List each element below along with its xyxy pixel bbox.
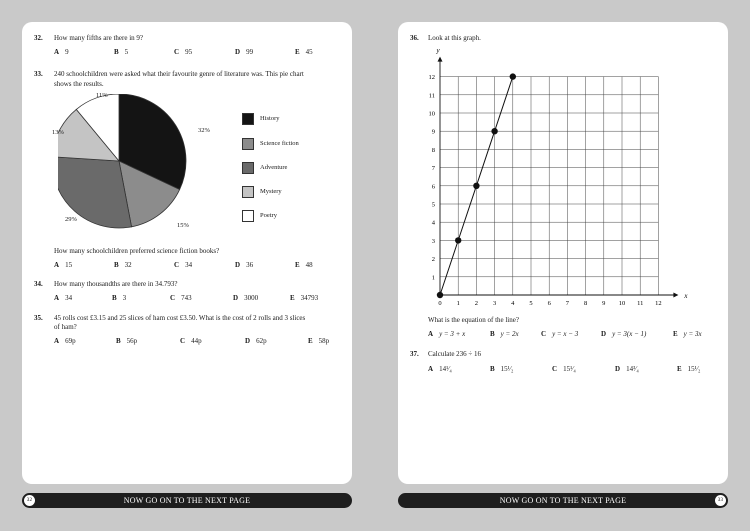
y-tick-label: 6 (431, 183, 435, 191)
pie-label-mystery: 13% (52, 129, 64, 136)
option-a[interactable]: A 69p (54, 337, 76, 345)
question-text-line1: 240 schoolchildren were asked what their favourite genre of literature was. This pie chart (54, 70, 304, 78)
y-tick-label: 7 (431, 165, 435, 173)
question-text: How many thousandths are there in 34.793? (54, 280, 178, 288)
x-axis-arrow (673, 293, 678, 298)
option-e[interactable]: E 48 (295, 261, 313, 269)
y-axis-arrow (438, 57, 443, 62)
next-page-text: NOW GO ON TO THE NEXT PAGE (499, 496, 627, 505)
question-text-line1: 45 rolls cost £3.15 and 25 slices of ham cost £3.50. What is the cost of 2 rolls and 3 slices (54, 314, 306, 322)
grid (440, 77, 658, 295)
pie-label-adventure: 29% (65, 216, 77, 223)
x-tick-label: 12 (655, 300, 662, 307)
pie-label-science-fiction: 15% (177, 222, 189, 229)
question-subtext: What is the equation of the line? (428, 316, 519, 324)
option-d[interactable]: D 62p (245, 337, 267, 345)
page-number: 32 (24, 495, 35, 506)
right-page (398, 22, 728, 484)
y-tick-label: 11 (428, 92, 435, 100)
question-subtext: How many schoolchildren preferred science fiction books? (54, 247, 220, 255)
y-tick-label: 5 (431, 201, 435, 209)
x-tick-label: 1 (456, 300, 460, 307)
question-text: How many fifths are there in 9? (54, 34, 144, 42)
option-a[interactable]: A 9 (54, 48, 69, 56)
x-tick-label: 4 (511, 300, 515, 307)
option-d[interactable]: D y = 3(x − 1) (601, 330, 647, 338)
x-tick-label: 11 (637, 300, 644, 307)
legend-swatch-science-fiction (242, 138, 254, 150)
legend-swatch-poetry (242, 210, 254, 222)
legend-swatch-history (242, 113, 254, 125)
option-b[interactable]: B 15¹⁄₂ (490, 365, 514, 373)
question-text-line2: of ham? (54, 323, 77, 331)
data-point (510, 73, 516, 79)
option-e[interactable]: E 15¹⁄₂ (677, 365, 701, 373)
y-tick-label: 3 (431, 237, 435, 245)
option-b[interactable]: B 32 (114, 261, 132, 269)
x-tick-label: 0 (438, 300, 442, 307)
page-number: 33 (715, 495, 726, 506)
x-tick-label: 3 (492, 300, 497, 307)
question-number: 37. (410, 350, 419, 358)
pie-label-history: 32% (198, 127, 210, 134)
x-tick-label: 2 (474, 300, 479, 307)
y-tick-label: 12 (428, 74, 435, 82)
option-c[interactable]: C 15¹⁄₄ (552, 365, 576, 373)
legend-swatch-mystery (242, 186, 254, 198)
x-tick-label: 7 (565, 300, 570, 307)
question-text-line2: shows the results. (54, 80, 104, 88)
y-axis-label: y (436, 46, 440, 55)
data-point (491, 128, 497, 134)
left-page (22, 22, 352, 484)
y-tick-label: 1 (431, 274, 435, 282)
footer-bar-left (22, 493, 352, 508)
option-a[interactable]: A 14¹⁄₄ (428, 365, 452, 373)
option-b[interactable]: B 5 (114, 48, 129, 56)
legend-label-poetry: Poetry (260, 212, 277, 219)
x-tick-label: 10 (618, 300, 626, 307)
question-number: 32. (34, 34, 43, 42)
data-point (437, 292, 443, 298)
legend-swatch-adventure (242, 162, 254, 174)
y-tick-label: 2 (431, 256, 435, 264)
option-c[interactable]: C 95 (174, 48, 193, 56)
pie-label-poetry: 11% (96, 92, 108, 99)
option-a[interactable]: A y = 3 + x (428, 330, 466, 338)
option-e[interactable]: E y = 3x (673, 330, 702, 338)
legend-label-mystery: Mystery (260, 188, 282, 195)
question-number: 36. (410, 34, 419, 42)
option-c[interactable]: C 34 (174, 261, 193, 269)
option-c[interactable]: C 44p (180, 337, 202, 345)
legend-label-history: History (260, 115, 280, 122)
option-a[interactable]: A 15 (54, 261, 73, 269)
data-point (455, 237, 461, 243)
option-d[interactable]: D 14³⁄₄ (615, 365, 639, 373)
question-text: Look at this graph. (428, 34, 481, 42)
x-tick-label: 8 (583, 300, 588, 307)
option-d[interactable]: D 3000 (233, 294, 259, 302)
question-number: 35. (34, 314, 43, 322)
line-graph (416, 44, 696, 312)
data-point (473, 183, 479, 189)
option-c[interactable]: C 743 (170, 294, 192, 302)
question-text: Calculate 236 ÷ 16 (428, 350, 482, 358)
option-b[interactable]: B 56p (116, 337, 138, 345)
x-tick-label: 9 (602, 300, 606, 307)
option-e[interactable]: E 45 (295, 48, 313, 56)
legend-label-science-fiction: Science fiction (260, 140, 299, 147)
x-axis-label: x (684, 292, 688, 300)
option-d[interactable]: D 36 (235, 261, 254, 269)
footer-bar-right (398, 493, 728, 508)
y-tick-label: 9 (431, 128, 435, 136)
y-tick-label: 10 (428, 110, 435, 118)
x-tick-label: 6 (547, 300, 551, 307)
option-b[interactable]: B 3 (112, 294, 127, 302)
question-number: 33. (34, 70, 43, 78)
next-page-text: NOW GO ON TO THE NEXT PAGE (123, 496, 251, 505)
pie-chart (58, 94, 208, 234)
option-a[interactable]: A 34 (54, 294, 73, 302)
option-d[interactable]: D 99 (235, 48, 254, 56)
y-tick-label: 4 (431, 219, 435, 227)
option-c[interactable]: C y = x − 3 (541, 330, 579, 338)
x-tick-label: 5 (529, 300, 533, 307)
y-tick-label: 8 (431, 146, 435, 154)
legend-label-adventure: Adventure (260, 164, 288, 171)
option-e[interactable]: E 58p (308, 337, 330, 345)
option-e[interactable]: E 34793 (290, 294, 319, 302)
question-number: 34. (34, 280, 43, 288)
option-b[interactable]: B y = 2x (490, 330, 519, 338)
